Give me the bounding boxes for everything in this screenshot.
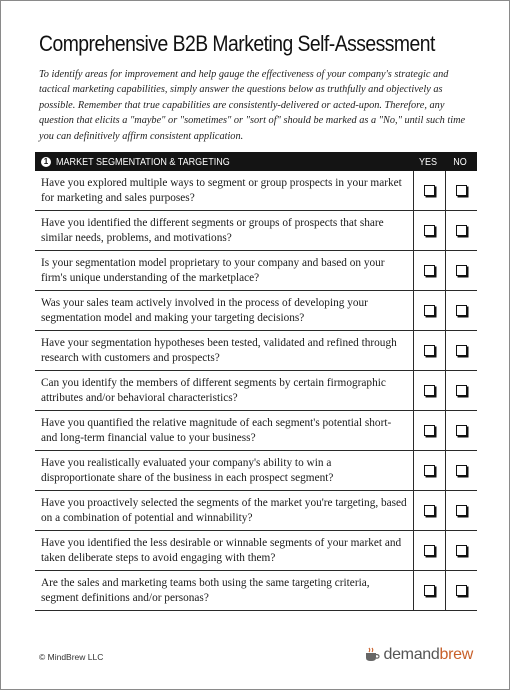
question-row [35, 171, 477, 211]
no-checkbox[interactable] [456, 465, 467, 476]
yes-checkbox[interactable] [424, 585, 435, 596]
page-title: Comprehensive B2B Marketing Self-Assessment [39, 31, 435, 56]
yes-cell [414, 251, 446, 290]
yes-checkbox[interactable] [424, 505, 435, 516]
brand-name: demandbrew [383, 646, 473, 663]
yes-cell [414, 491, 446, 530]
section-header [35, 152, 477, 171]
no-checkbox[interactable] [456, 185, 467, 196]
question-row [35, 331, 477, 371]
question-text: Have you proactively selected the segments of the market you're targeting, based on a combination of potential and winnability? [35, 491, 414, 530]
no-cell [446, 171, 477, 210]
question-text: Have you explored multiple ways to segment or group prospects in your market for marketing and sales purposes? [35, 171, 414, 210]
question-row [35, 411, 477, 451]
no-checkbox[interactable] [456, 385, 467, 396]
yes-cell [414, 451, 446, 490]
question-row [35, 211, 477, 251]
yes-cell [414, 531, 446, 570]
copyright-text: © MindBrew LLC [39, 652, 104, 662]
question-row [35, 371, 477, 411]
question-text: Have you realistically evaluated your company's ability to win a disproportionate share of the business in each prospect segment? [35, 451, 414, 490]
yes-checkbox[interactable] [424, 185, 435, 196]
no-checkbox[interactable] [456, 345, 467, 356]
yes-cell [414, 171, 446, 210]
question-text: Are the sales and marketing teams both using the same targeting criteria, segment definitions and/or personas? [35, 571, 414, 610]
question-text: Have you quantified the relative magnitude of each segment's potential short- and long-term financial value to your business? [35, 411, 414, 450]
question-row [35, 451, 477, 491]
question-text: Have you identified the less desirable or winnable segments of your market and taken deliberate steps to avoid engaging with them? [35, 531, 414, 570]
no-column-header: NO [453, 155, 467, 168]
no-checkbox[interactable] [456, 585, 467, 596]
yes-cell [414, 211, 446, 250]
yes-cell [414, 411, 446, 450]
question-list [35, 171, 477, 611]
question-text: Was your sales team actively involved in the process of developing your segmentation model and making your targeting decisions? [35, 291, 414, 330]
no-cell [446, 451, 477, 490]
yes-cell [414, 571, 446, 610]
section-number-badge: 1 [41, 157, 51, 167]
no-checkbox[interactable] [456, 425, 467, 436]
yes-checkbox[interactable] [424, 545, 435, 556]
yes-checkbox[interactable] [424, 345, 435, 356]
yes-column-header: YES [418, 155, 438, 168]
section-title: MARKET SEGMENTATION & TARGETING [56, 155, 230, 168]
question-text: Can you identify the members of different segments by certain firmographic attributes and/or behavioral characteristics? [35, 371, 414, 410]
question-row [35, 571, 477, 611]
yes-checkbox[interactable] [424, 305, 435, 316]
no-cell [446, 531, 477, 570]
no-checkbox[interactable] [456, 265, 467, 276]
no-cell [446, 251, 477, 290]
yes-checkbox[interactable] [424, 465, 435, 476]
no-cell [446, 571, 477, 610]
no-cell [446, 291, 477, 330]
question-text: Have your segmentation hypotheses been tested, validated and refined through research with customers and prospects? [35, 331, 414, 370]
no-cell [446, 331, 477, 370]
yes-cell [414, 291, 446, 330]
assessment-table [35, 152, 477, 611]
no-cell [446, 371, 477, 410]
question-row [35, 491, 477, 531]
question-row [35, 531, 477, 571]
yes-checkbox[interactable] [424, 225, 435, 236]
no-cell [446, 411, 477, 450]
intro-paragraph: To identify areas for improvement and help gauge the effectiveness of your company's strategic and tactical marketing capabilities, simply answer the questions below as truthfully and objectively as possible. Remember that true capabilities are consistently-delivered or acted-upon. Therefore, any question that elicits a "maybe" or "sometimes" or "sort of" should be marked as a "No," until such time you can definitively affirm consistent application. [39, 69, 466, 142]
yes-checkbox[interactable] [424, 265, 435, 276]
question-row [35, 291, 477, 331]
question-row [35, 251, 477, 291]
demandbrew-logo [364, 646, 473, 664]
no-cell [446, 491, 477, 530]
yes-cell [414, 331, 446, 370]
yes-checkbox[interactable] [424, 385, 435, 396]
no-cell [446, 211, 477, 250]
no-checkbox[interactable] [456, 505, 467, 516]
coffee-cup-icon [364, 647, 380, 663]
question-text: Is your segmentation model proprietary to your company and based on your firm's unique understanding of the marketplace? [35, 251, 414, 290]
yes-checkbox[interactable] [424, 425, 435, 436]
no-checkbox[interactable] [456, 305, 467, 316]
no-checkbox[interactable] [456, 545, 467, 556]
yes-cell [414, 371, 446, 410]
no-checkbox[interactable] [456, 225, 467, 236]
question-text: Have you identified the different segments or groups of prospects that share similar needs, problems, and motivations? [35, 211, 414, 250]
